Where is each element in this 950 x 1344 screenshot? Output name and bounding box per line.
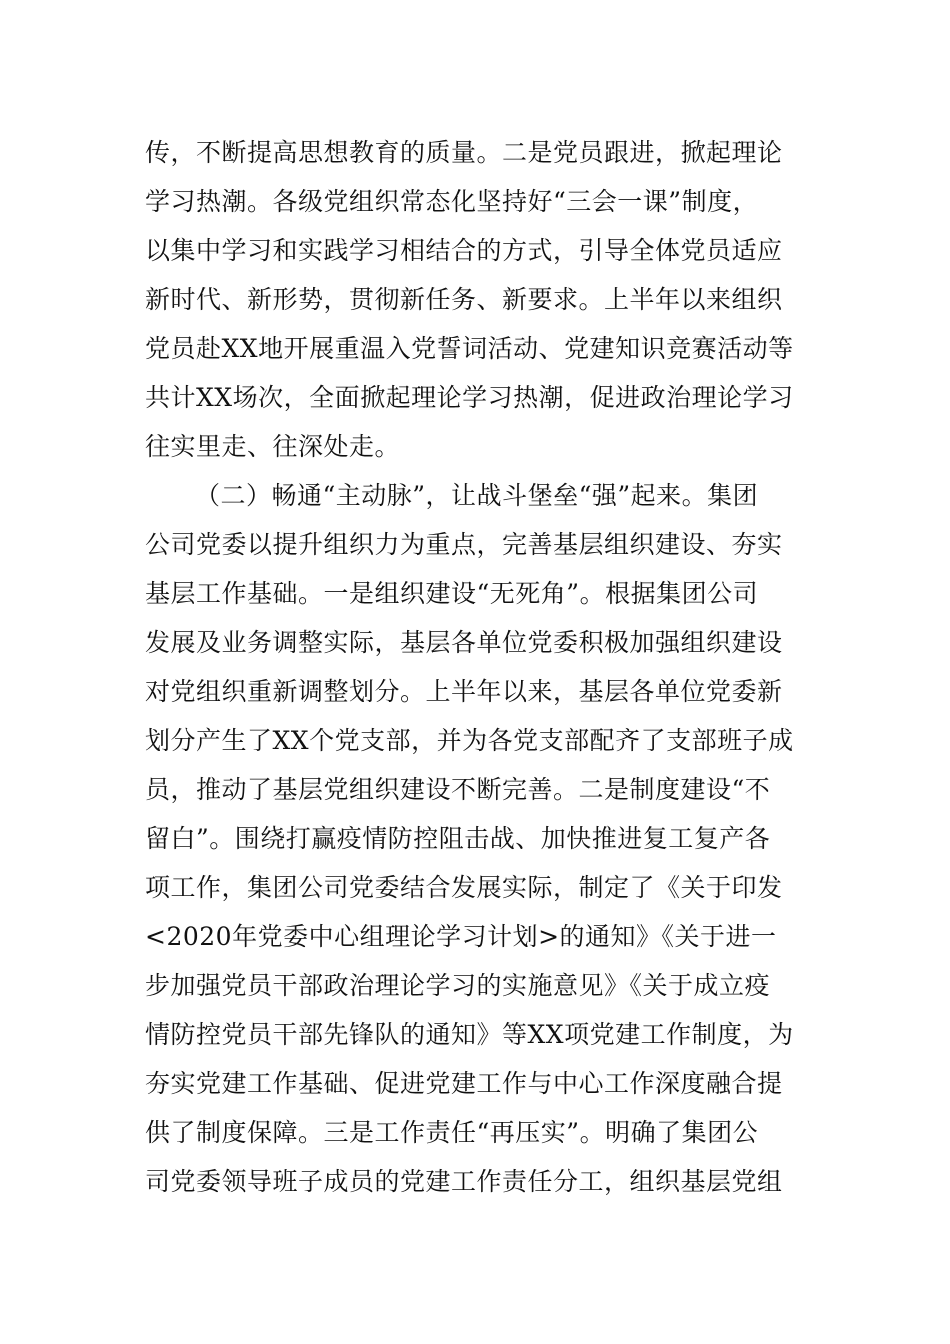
text-line-7: 往实里走、往深处走。 [145, 432, 401, 461]
text-line-13: 划分产生了XX个党支部，并为各党支部配齐了支部班子成 [145, 726, 794, 755]
text-line-9: 公司党委以提升组织力为重点，完善基层组织建设、夯实 [145, 530, 783, 559]
text-line-12: 对党组织重新调整划分。上半年以来，基层各单位党委新 [145, 677, 783, 706]
text-line-16: 项工作，集团公司党委结合发展实际，制定了《关于印发 [145, 873, 783, 902]
text-line-5: 党员赴XX地开展重温入党誓词活动、党建知识竞赛活动等 [145, 334, 794, 363]
section-heading-line: （二）畅通“主动脉”，让战斗堡垒“强”起来。集团 [195, 481, 759, 510]
text-line-11: 发展及业务调整实际，基层各单位党委积极加强组织建设 [145, 628, 783, 657]
text-line-4: 新时代、新形势，贯彻新任务、新要求。上半年以来组织 [145, 285, 783, 314]
text-line-22: 司党委领导班子成员的党建工作责任分工，组织基层党组 [145, 1167, 783, 1196]
text-line-17: <2020年党委中心组理论学习计划>的通知》《关于进一 [145, 922, 777, 951]
text-line-6: 共计XX场次，全面掀起理论学习热潮，促进政治理论学习 [145, 383, 794, 412]
text-line-15: 留白”。围绕打赢疫情防控阻击战、加快推进复工复产各 [145, 824, 771, 853]
text-line-1: 传，不断提高思想教育的质量。二是党员跟进，掀起理论 [145, 138, 783, 167]
text-line-2: 学习热潮。各级党组织常态化坚持好“三会一课”制度， [145, 187, 759, 216]
text-line-18: 步加强党员干部政治理论学习的实施意见》《关于成立疫 [145, 971, 771, 1000]
text-line-20: 夯实党建工作基础、促进党建工作与中心工作深度融合提 [145, 1069, 783, 1098]
text-line-14: 员，推动了基层党组织建设不断完善。二是制度建设“不 [145, 775, 771, 804]
text-line-21: 供了制度保障。三是工作责任“再压实”。明确了集团公 [145, 1118, 759, 1147]
text-line-3: 以集中学习和实践学习相结合的方式，引导全体党员适应 [145, 236, 783, 265]
text-line-19: 情防控党员干部先锋队的通知》等XX项党建工作制度，为 [145, 1020, 794, 1049]
text-line-10: 基层工作基础。一是组织建设“无死角”。根据集团公司 [145, 579, 759, 608]
